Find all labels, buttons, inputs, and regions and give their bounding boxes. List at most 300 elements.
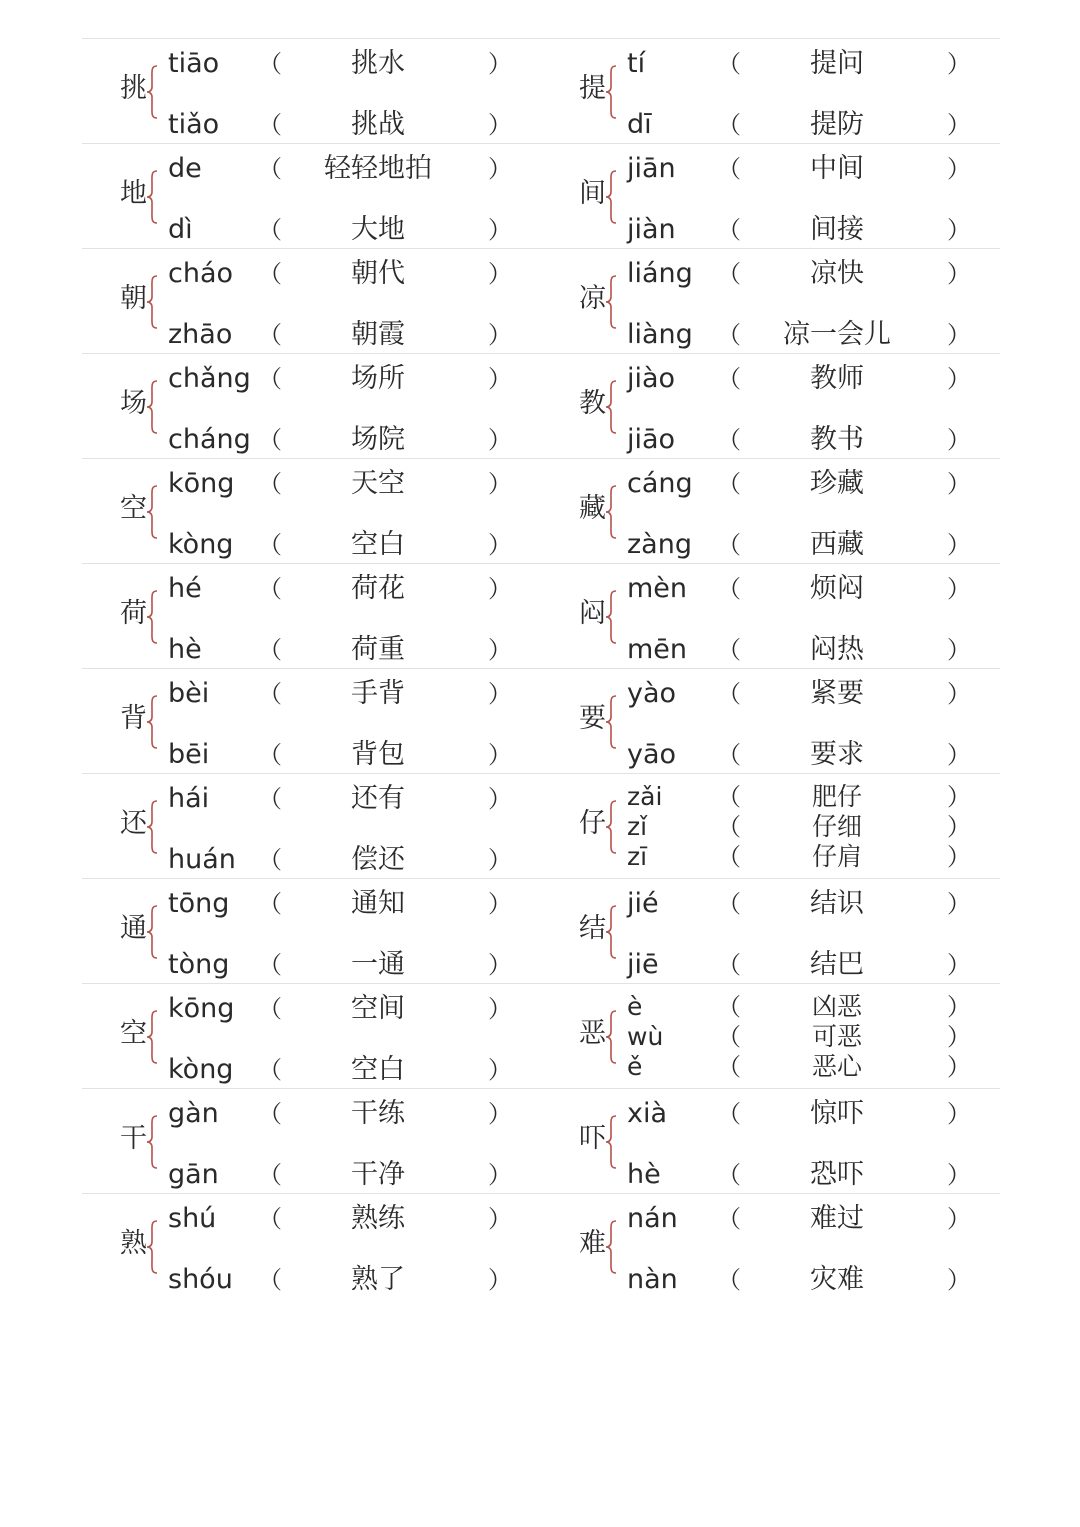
- open-paren: （: [717, 993, 741, 1021]
- reading-line: [82, 318, 541, 352]
- table-row: [82, 983, 1000, 1088]
- open-paren: （: [717, 813, 741, 841]
- open-paren: （: [258, 995, 282, 1023]
- example-word: 手背: [351, 678, 405, 709]
- character: 要: [579, 703, 606, 734]
- reading-line: [82, 257, 541, 291]
- open-paren: （: [717, 741, 741, 769]
- character: 朝: [120, 283, 147, 314]
- example-word: 大地: [351, 214, 405, 245]
- example-word: 场所: [351, 363, 405, 394]
- example-word: 凶恶: [811, 992, 862, 1021]
- reading-line: [82, 677, 541, 711]
- example-word: 熟练: [351, 1203, 405, 1234]
- entry-right: [541, 354, 1000, 459]
- close-paren: ）: [947, 813, 971, 841]
- close-paren: ）: [947, 50, 971, 78]
- open-paren: （: [717, 111, 741, 139]
- example-word: 恶心: [811, 1052, 862, 1081]
- character: 仔: [579, 808, 606, 839]
- example-word: 提问: [810, 48, 864, 79]
- entry-left: [82, 984, 541, 1089]
- pinyin: jiào: [627, 363, 676, 394]
- close-paren: ）: [947, 575, 971, 603]
- character: 结: [579, 913, 606, 944]
- open-paren: （: [258, 531, 282, 559]
- reading-line: [541, 842, 1000, 876]
- pinyin: mèn: [627, 573, 688, 604]
- pinyin: jié: [627, 888, 659, 919]
- character: 空: [120, 1018, 147, 1049]
- reading-line: [541, 362, 1000, 396]
- close-paren: ）: [488, 785, 512, 813]
- close-paren: ）: [488, 365, 512, 393]
- entry-left: [82, 1089, 541, 1194]
- entry-left: [82, 1194, 541, 1299]
- pinyin: gān: [168, 1159, 219, 1190]
- example-word: 恐吓: [810, 1159, 864, 1190]
- reading-line: [541, 1158, 1000, 1192]
- example-word: 惊吓: [810, 1098, 864, 1129]
- open-paren: （: [258, 50, 282, 78]
- open-paren: （: [258, 785, 282, 813]
- reading-line: [541, 47, 1000, 81]
- example-word: 闷热: [810, 634, 864, 665]
- example-word: 仔细: [811, 812, 862, 841]
- pinyin: xià: [627, 1098, 668, 1129]
- pinyin: hè: [168, 634, 202, 665]
- reading-line: [82, 738, 541, 772]
- close-paren: ）: [947, 1205, 971, 1233]
- reading-line: [82, 633, 541, 667]
- character: 吓: [579, 1123, 606, 1154]
- open-paren: （: [258, 636, 282, 664]
- close-paren: ）: [947, 1053, 971, 1081]
- close-paren: ）: [488, 321, 512, 349]
- open-paren: （: [258, 426, 282, 454]
- example-word: 可恶: [811, 1022, 862, 1051]
- example-word: 西藏: [810, 529, 864, 560]
- reading-line: [82, 992, 541, 1026]
- close-paren: ）: [488, 1161, 512, 1189]
- entry-left: [82, 879, 541, 984]
- open-paren: （: [258, 111, 282, 139]
- pinyin: yào: [627, 678, 677, 709]
- character: 恶: [579, 1018, 606, 1049]
- close-paren: ）: [947, 993, 971, 1021]
- open-paren: （: [717, 636, 741, 664]
- table-row: [82, 1193, 1000, 1298]
- example-word: 空白: [351, 529, 405, 560]
- example-word: 珍藏: [810, 468, 864, 499]
- close-paren: ）: [947, 1161, 971, 1189]
- open-paren: （: [717, 1205, 741, 1233]
- character: 间: [579, 178, 606, 209]
- open-paren: （: [717, 321, 741, 349]
- example-word: 提防: [810, 109, 864, 140]
- example-word: 凉一会儿: [783, 319, 891, 350]
- table-row: [82, 458, 1000, 563]
- example-word: 挑水: [351, 48, 405, 79]
- entry-right: [541, 249, 1000, 354]
- close-paren: ）: [488, 1205, 512, 1233]
- open-paren: （: [258, 741, 282, 769]
- entry-right: [541, 879, 1000, 984]
- reading-line: [82, 843, 541, 877]
- reading-line: [82, 887, 541, 921]
- table-row: [82, 38, 1000, 143]
- pinyin: de: [168, 153, 202, 184]
- open-paren: （: [258, 1266, 282, 1294]
- entry-right: [541, 39, 1000, 144]
- example-word: 肥仔: [811, 782, 862, 811]
- close-paren: ）: [947, 531, 971, 559]
- character: 闷: [579, 598, 606, 629]
- close-paren: ）: [488, 741, 512, 769]
- table-row: [82, 143, 1000, 248]
- reading-line: [541, 1263, 1000, 1297]
- close-paren: ）: [488, 216, 512, 244]
- open-paren: （: [258, 1100, 282, 1128]
- close-paren: ）: [947, 636, 971, 664]
- example-word: 朝霞: [351, 319, 405, 350]
- open-paren: （: [717, 1266, 741, 1294]
- reading-line: [82, 108, 541, 142]
- open-paren: （: [717, 50, 741, 78]
- open-paren: （: [717, 216, 741, 244]
- close-paren: ）: [947, 890, 971, 918]
- character: 难: [579, 1228, 606, 1259]
- example-word: 要求: [810, 739, 864, 770]
- close-paren: ）: [947, 680, 971, 708]
- entry-right: [541, 984, 1000, 1089]
- close-paren: ）: [947, 365, 971, 393]
- close-paren: ）: [488, 260, 512, 288]
- example-word: 一通: [351, 949, 405, 980]
- example-word: 间接: [810, 214, 864, 245]
- close-paren: ）: [488, 111, 512, 139]
- table-row: [82, 878, 1000, 983]
- entry-right: [541, 459, 1000, 564]
- pinyin: zǎi: [627, 782, 663, 811]
- close-paren: ）: [488, 155, 512, 183]
- entry-left: [82, 774, 541, 879]
- open-paren: （: [717, 1161, 741, 1189]
- close-paren: ）: [488, 680, 512, 708]
- example-word: 中间: [810, 153, 864, 184]
- example-word: 烦闷: [810, 573, 864, 604]
- example-word: 干练: [351, 1098, 405, 1129]
- reading-line: [541, 812, 1000, 846]
- character: 地: [120, 178, 147, 209]
- reading-line: [82, 1202, 541, 1236]
- reading-line: [541, 152, 1000, 186]
- reading-line: [541, 1022, 1000, 1056]
- character: 空: [120, 493, 147, 524]
- close-paren: ）: [488, 1056, 512, 1084]
- reading-line: [541, 467, 1000, 501]
- example-word: 空间: [351, 993, 405, 1024]
- open-paren: （: [258, 890, 282, 918]
- pinyin: zhāo: [168, 319, 233, 350]
- example-word: 场院: [351, 424, 405, 455]
- entry-left: [82, 459, 541, 564]
- close-paren: ）: [488, 470, 512, 498]
- polyphonic-character-table: [82, 38, 1000, 1298]
- open-paren: （: [717, 365, 741, 393]
- open-paren: （: [717, 155, 741, 183]
- close-paren: ）: [947, 155, 971, 183]
- reading-line: [541, 738, 1000, 772]
- reading-line: [541, 633, 1000, 667]
- open-paren: （: [717, 951, 741, 979]
- open-paren: （: [258, 365, 282, 393]
- close-paren: ）: [947, 843, 971, 871]
- reading-line: [82, 152, 541, 186]
- character: 通: [120, 913, 147, 944]
- example-word: 难过: [810, 1203, 864, 1234]
- pinyin: yāo: [627, 739, 677, 770]
- pinyin: dī: [627, 109, 652, 140]
- reading-line: [541, 992, 1000, 1026]
- example-word: 紧要: [810, 678, 864, 709]
- open-paren: （: [717, 260, 741, 288]
- close-paren: ）: [488, 575, 512, 603]
- reading-line: [541, 213, 1000, 247]
- pinyin: dì: [168, 214, 193, 245]
- entry-right: [541, 144, 1000, 249]
- entry-left: [82, 249, 541, 354]
- close-paren: ）: [488, 50, 512, 78]
- table-row: [82, 773, 1000, 878]
- example-word: 结识: [810, 888, 864, 919]
- entry-right: [541, 1089, 1000, 1194]
- example-word: 教师: [810, 363, 864, 394]
- pinyin: tiāo: [168, 48, 220, 79]
- pinyin: tí: [627, 48, 646, 79]
- table-row: [82, 668, 1000, 773]
- open-paren: （: [717, 575, 741, 603]
- reading-line: [541, 1052, 1000, 1086]
- open-paren: （: [717, 1053, 741, 1081]
- reading-line: [541, 528, 1000, 562]
- reading-line: [541, 1202, 1000, 1236]
- example-word: 熟了: [351, 1264, 405, 1295]
- pinyin: liàng: [627, 319, 693, 350]
- pinyin: jiāo: [627, 424, 676, 455]
- example-word: 偿还: [351, 844, 405, 875]
- character: 教: [579, 388, 606, 419]
- pinyin: kōng: [168, 993, 235, 1024]
- close-paren: ）: [488, 1100, 512, 1128]
- entry-left: [82, 144, 541, 249]
- open-paren: （: [258, 680, 282, 708]
- entry-right: [541, 1194, 1000, 1299]
- reading-line: [541, 782, 1000, 816]
- open-paren: （: [258, 1161, 282, 1189]
- close-paren: ）: [947, 1100, 971, 1128]
- reading-line: [541, 948, 1000, 982]
- pinyin: mēn: [627, 634, 688, 665]
- pinyin: tòng: [168, 949, 230, 980]
- reading-line: [82, 467, 541, 501]
- close-paren: ）: [488, 846, 512, 874]
- entry-left: [82, 669, 541, 774]
- pinyin: zǐ: [627, 812, 648, 841]
- example-word: 结巴: [810, 949, 864, 980]
- example-word: 背包: [351, 739, 405, 770]
- reading-line: [82, 572, 541, 606]
- close-paren: ）: [947, 470, 971, 498]
- reading-line: [541, 423, 1000, 457]
- close-paren: ）: [488, 890, 512, 918]
- reading-line: [82, 782, 541, 816]
- pinyin: è: [627, 992, 643, 1021]
- pinyin: kōng: [168, 468, 235, 499]
- pinyin: shú: [168, 1203, 217, 1234]
- character: 凉: [579, 283, 606, 314]
- example-word: 天空: [351, 468, 405, 499]
- close-paren: ）: [947, 260, 971, 288]
- example-word: 挑战: [351, 109, 405, 140]
- character: 干: [120, 1123, 147, 1154]
- example-word: 通知: [351, 888, 405, 919]
- open-paren: （: [258, 951, 282, 979]
- entry-left: [82, 354, 541, 459]
- pinyin: zàng: [627, 529, 692, 560]
- character: 背: [120, 703, 147, 734]
- reading-line: [541, 1097, 1000, 1131]
- open-paren: （: [717, 531, 741, 559]
- entry-left: [82, 564, 541, 669]
- close-paren: ）: [947, 111, 971, 139]
- pinyin: bēi: [168, 739, 210, 770]
- table-row: [82, 1088, 1000, 1193]
- open-paren: （: [717, 680, 741, 708]
- character: 提: [579, 73, 606, 104]
- close-paren: ）: [947, 741, 971, 769]
- pinyin: hái: [168, 783, 210, 814]
- example-word: 还有: [351, 783, 405, 814]
- example-word: 教书: [810, 424, 864, 455]
- entry-right: [541, 564, 1000, 669]
- pinyin: wù: [627, 1022, 664, 1051]
- reading-line: [82, 1053, 541, 1087]
- open-paren: （: [717, 426, 741, 454]
- reading-line: [82, 47, 541, 81]
- open-paren: （: [258, 470, 282, 498]
- close-paren: ）: [488, 1266, 512, 1294]
- pinyin: bèi: [168, 678, 210, 709]
- example-word: 朝代: [351, 258, 405, 289]
- close-paren: ）: [488, 636, 512, 664]
- reading-line: [541, 677, 1000, 711]
- pinyin: chǎng: [168, 363, 251, 394]
- open-paren: （: [258, 575, 282, 603]
- example-word: 凉快: [810, 258, 864, 289]
- table-row: [82, 248, 1000, 353]
- reading-line: [82, 1263, 541, 1297]
- pinyin: tōng: [168, 888, 230, 919]
- reading-line: [82, 362, 541, 396]
- close-paren: ）: [947, 1023, 971, 1051]
- table-row: [82, 563, 1000, 668]
- pinyin: shóu: [168, 1264, 233, 1295]
- example-word: 干净: [351, 1159, 405, 1190]
- open-paren: （: [258, 846, 282, 874]
- reading-line: [541, 318, 1000, 352]
- reading-line: [82, 1158, 541, 1192]
- reading-line: [82, 423, 541, 457]
- close-paren: ）: [488, 531, 512, 559]
- open-paren: （: [717, 890, 741, 918]
- pinyin: gàn: [168, 1098, 219, 1129]
- pinyin: huán: [168, 844, 236, 875]
- pinyin: kòng: [168, 1054, 234, 1085]
- reading-line: [541, 108, 1000, 142]
- pinyin: nán: [627, 1203, 678, 1234]
- example-word: 荷重: [351, 634, 405, 665]
- open-paren: （: [717, 843, 741, 871]
- open-paren: （: [258, 1205, 282, 1233]
- example-word: 空白: [351, 1054, 405, 1085]
- open-paren: （: [258, 155, 282, 183]
- open-paren: （: [717, 783, 741, 811]
- reading-line: [541, 257, 1000, 291]
- pinyin: zī: [627, 842, 648, 871]
- entry-right: [541, 669, 1000, 774]
- close-paren: ）: [947, 216, 971, 244]
- close-paren: ）: [488, 426, 512, 454]
- reading-line: [82, 528, 541, 562]
- pinyin: ě: [627, 1052, 643, 1081]
- pinyin: tiǎo: [168, 109, 220, 140]
- close-paren: ）: [947, 783, 971, 811]
- character: 挑: [120, 73, 147, 104]
- open-paren: （: [258, 321, 282, 349]
- pinyin: hè: [627, 1159, 661, 1190]
- character: 还: [120, 808, 147, 839]
- open-paren: （: [717, 1023, 741, 1051]
- reading-line: [541, 572, 1000, 606]
- pinyin: kòng: [168, 529, 234, 560]
- close-paren: ）: [947, 321, 971, 349]
- open-paren: （: [717, 1100, 741, 1128]
- pinyin: cáng: [627, 468, 693, 499]
- reading-line: [541, 887, 1000, 921]
- pinyin: cháo: [168, 258, 234, 289]
- character: 场: [120, 388, 147, 419]
- pinyin: nàn: [627, 1264, 678, 1295]
- example-word: 荷花: [351, 573, 405, 604]
- example-word: 灾难: [810, 1264, 864, 1295]
- close-paren: ）: [947, 1266, 971, 1294]
- character: 荷: [120, 598, 147, 629]
- pinyin: jiē: [627, 949, 659, 980]
- reading-line: [82, 948, 541, 982]
- close-paren: ）: [947, 951, 971, 979]
- close-paren: ）: [947, 426, 971, 454]
- pinyin: jiàn: [627, 214, 676, 245]
- reading-line: [82, 213, 541, 247]
- reading-line: [82, 1097, 541, 1131]
- close-paren: ）: [488, 995, 512, 1023]
- open-paren: （: [258, 260, 282, 288]
- example-word: 轻轻地拍: [324, 153, 432, 184]
- pinyin: hé: [168, 573, 202, 604]
- pinyin: cháng: [168, 424, 251, 455]
- entry-left: [82, 39, 541, 144]
